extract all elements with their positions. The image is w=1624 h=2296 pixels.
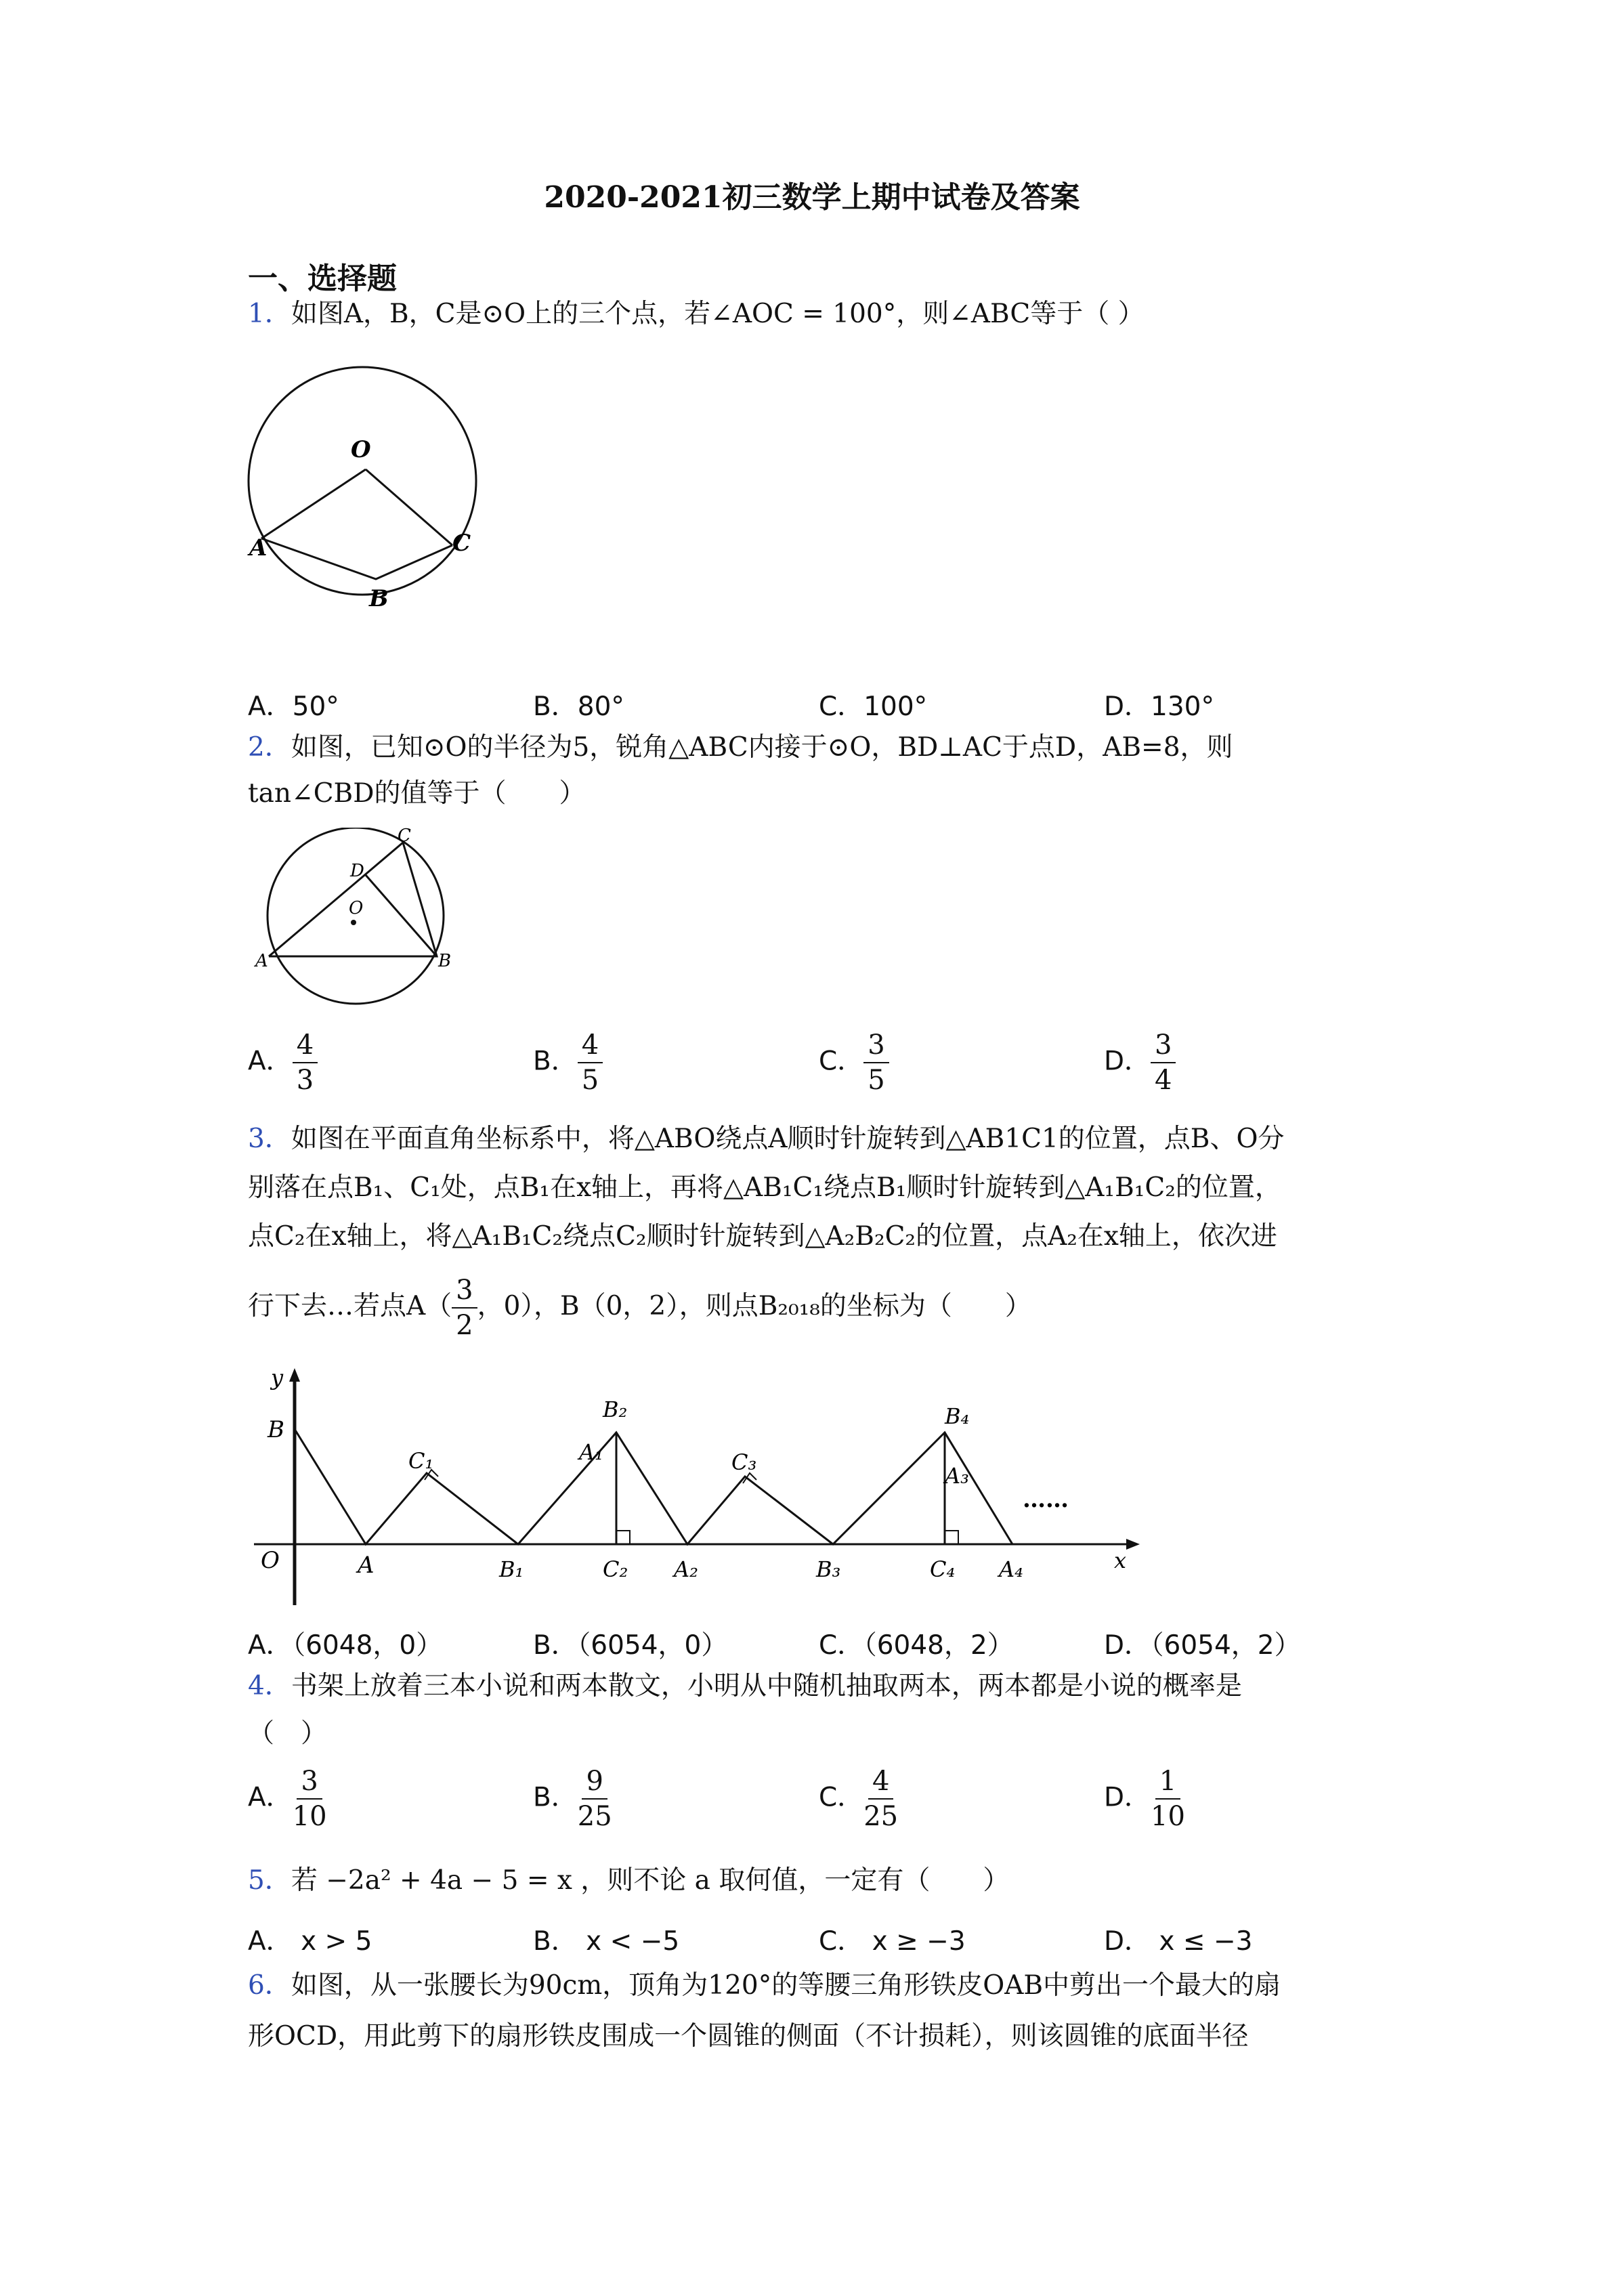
question-2-line-2: tan∠CBD的值等于（ ）	[248, 778, 586, 809]
q4-option-c[interactable]: C． $\frac{4}{25}$	[819, 1766, 899, 1832]
label-b: B	[438, 951, 452, 971]
question-number: 6．	[248, 1970, 291, 2001]
q5-option-b[interactable]: B． x < −5	[533, 1926, 680, 1957]
q1-option-a[interactable]: A．50°	[248, 692, 339, 722]
label-a2: A₂	[674, 1556, 698, 1582]
q1-option-c[interactable]: C．100°	[819, 692, 928, 722]
question-text: 书架上放着三本小说和两本散文，小明从中随机抽取两本，两本都是小说的概率是	[291, 1671, 1242, 1701]
label-o: O	[349, 898, 364, 918]
label-a1: A₁	[579, 1439, 603, 1465]
label-a4: A₄	[999, 1556, 1023, 1582]
question-6-line-2: 形OCD，用此剪下的扇形铁皮围成一个圆锥的侧面（不计损耗），则该圆锥的底面半径	[248, 2021, 1249, 2051]
label-b1: B₁	[499, 1556, 524, 1582]
page-title: 2020-2021初三数学上期中试卷及答案	[544, 180, 1080, 215]
question-1	[248, 299, 1145, 329]
label-d: D	[350, 861, 364, 881]
label-x: x	[1114, 1548, 1127, 1573]
question-4-line-1	[248, 1672, 1242, 1701]
label-c1: C₁	[408, 1448, 434, 1474]
label-a3: A₃	[945, 1463, 969, 1489]
q3-option-b[interactable]: B．（6054，0）	[533, 1630, 728, 1661]
label-b4: B₄	[945, 1403, 970, 1429]
q5-option-a[interactable]: A． x > 5	[248, 1926, 372, 1957]
question-text: 若 −2a² + 4a − 5 = x ，则不论 a 取何值，一定有（ ）	[291, 1865, 1010, 1896]
label-a: A	[358, 1552, 375, 1579]
question-5	[248, 1866, 1009, 1896]
question-3-line-1	[248, 1124, 1284, 1154]
question-3-line-4: 行下去…若点A（ $\frac{3}{2}$ ，0），B（0，2），则点B₂₀₁₈的坐标为（ ）	[248, 1275, 1031, 1341]
question-3-line-3: 点C₂在x轴上，将△A₁B₁C₂绕点C₂顺时针旋转到△A₂B₂C₂的位置，点A₂在x轴上，依次进	[248, 1221, 1277, 1252]
question-text: 如图，从一张腰长为90cm，顶角为120°的等腰三角形铁皮OAB中剪出一个最大的扇	[291, 1970, 1281, 2001]
q2-option-d[interactable]: D． $\frac{3}{4}$	[1104, 1028, 1176, 1097]
label-o: O	[261, 1547, 280, 1574]
q5-option-d[interactable]: D． x ≤ −3	[1104, 1926, 1253, 1957]
label-a: A	[255, 951, 268, 971]
q4-option-b[interactable]: B． $\frac{9}{25}$	[533, 1766, 612, 1832]
question-2-line-1	[248, 733, 1233, 763]
question-number: 1．	[248, 299, 291, 329]
q1-circle-figure	[244, 349, 488, 620]
question-number: 3．	[248, 1124, 291, 1154]
question-text: 如图A，B，C是⊙O上的三个点，若∠AOC = 100°，则∠ABC等于（ ）	[291, 299, 1145, 329]
q2-option-a[interactable]: A． $\frac{4}{3}$	[248, 1028, 318, 1097]
label-c2: C₂	[603, 1556, 628, 1582]
label-o: O	[351, 436, 371, 463]
question-number: 4．	[248, 1671, 291, 1701]
label-dots: ……	[1023, 1486, 1069, 1513]
question-3-line-2: 别落在点B₁、C₁处，点B₁在x轴上，再将△AB₁C₁绕点B₁顺时针旋转到△A₁B₁C₂的位置，	[248, 1172, 1281, 1203]
q3-coordinate-figure	[247, 1361, 1141, 1612]
label-b3: B₃	[816, 1556, 841, 1582]
label-c: C	[398, 828, 411, 846]
question-4-line-2: （ ）	[248, 1718, 328, 1749]
q1-option-b[interactable]: B．80°	[533, 692, 624, 722]
section-heading: 一、选择题	[248, 261, 397, 296]
q3-option-a[interactable]: A．（6048，0）	[248, 1630, 443, 1661]
label-c: C	[452, 530, 471, 557]
label-a: A	[249, 534, 268, 561]
q4-option-d[interactable]: D． $\frac{1}{10}$	[1104, 1766, 1185, 1832]
q2-option-c[interactable]: C． $\frac{3}{5}$	[819, 1028, 889, 1097]
label-c4: C₄	[930, 1556, 956, 1582]
label-b: B	[369, 585, 389, 612]
q3-option-d[interactable]: D．（6054，2）	[1104, 1630, 1301, 1661]
q2-circle-figure	[254, 828, 457, 1014]
question-number: 5．	[248, 1865, 291, 1896]
label-y: y	[271, 1365, 284, 1390]
q1-option-d[interactable]: D．130°	[1104, 692, 1214, 722]
label-b2: B₂	[603, 1397, 628, 1422]
question-number: 2．	[248, 732, 291, 763]
question-text: 如图，已知⊙O的半径为5，锐角△ABC内接于⊙O，BD⊥AC于点D，AB=8，则	[291, 732, 1233, 763]
label-b: B	[268, 1416, 284, 1443]
q5-option-c[interactable]: C． x ≥ −3	[819, 1926, 966, 1957]
question-6-line-1	[248, 1971, 1281, 2001]
question-text: 如图在平面直角坐标系中，将△ABO绕点A顺时针旋转到△AB1C1的位置，点B、O分	[291, 1124, 1285, 1154]
label-c3: C₃	[731, 1449, 757, 1475]
q3-option-c[interactable]: C．（6048，2）	[819, 1630, 1014, 1661]
q2-option-b[interactable]: B． $\frac{4}{5}$	[533, 1028, 603, 1097]
q4-option-a[interactable]: A． $\frac{3}{10}$	[248, 1766, 327, 1832]
